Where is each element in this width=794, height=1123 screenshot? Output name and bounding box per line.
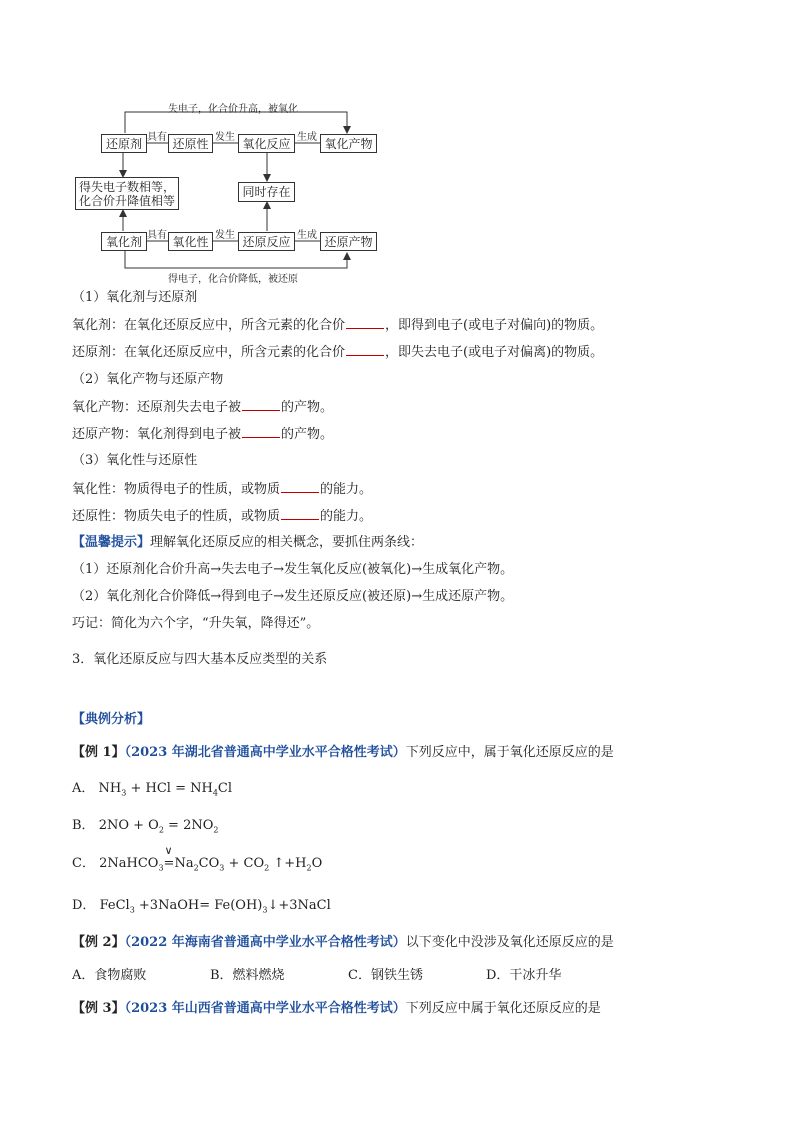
section2-title: （2）氧化产物与还原产物 [72,372,224,387]
example-2-number: 【例 2】 [72,935,125,950]
top-conn-label-3: 生成 [297,132,317,143]
box-oxidation-product: 氧化产物 [320,134,377,153]
bottom-conn-label-1: 具有 [147,230,167,241]
top-path-label: 失电子，化合价升高，被氧化 [168,104,298,115]
example-1-option-b[interactable]: B． $2NO + O_2 = 2NO_2$ [72,818,219,835]
tip-line-2: （2）氧化剂化合价降低→得到电子→发生还原反应(被还原)→生成还原产物。 [72,589,514,604]
section1-title: （1）氧化剂与还原剂 [72,290,198,305]
section2-reduction-product-def: 还原产物：氧化剂得到电子被 的产物。 [72,427,334,442]
example-2-options [72,968,561,984]
fill-blank[interactable] [242,399,280,411]
example-1-number: 【例 1】 [72,745,125,760]
section3-oxidizability-def: 氧化性：物质得电子的性质，或物质 的能力。 [72,482,373,497]
example-1-option-d[interactable]: D． FeCl$_3$ +3NaOH= $Fe(OH)_3↓+3NaCl$ [72,898,331,915]
bottom-conn-label-3: 生成 [297,230,317,241]
electron-balance-line1: 得失电子数相等， [78,179,175,194]
box-reduction-product: 还原产物 [320,232,377,251]
fill-blank[interactable] [346,317,384,329]
example-1-question: 【例 1】（2023 年湖北省普通高中学业水平合格性考试）下列反应中，属于氧化还原反应的是 [72,745,614,760]
tip-label: 【温馨提示】 [72,535,151,550]
box-coexist: 同时存在 [238,182,295,202]
top-conn-label-2: 发生 [215,132,235,143]
box-oxidation-reaction: 氧化反应 [238,134,295,153]
bottom-electron-gain-path [125,251,347,268]
example-1-source: （2023 年湖北省普通高中学业水平合格性考试） [124,745,406,760]
tip-line-1: （1）还原剂化合价升高→失去电子→发生氧化反应(被氧化)→生成氧化产物。 [72,562,514,577]
example-1-option-a[interactable]: A． $NH_3$ + HCl = $NH_4Cl$ [72,781,233,798]
example-2-option-d[interactable]: D．干冰升华 [486,968,562,983]
analysis-title: 【典例分析】 [72,712,151,727]
example-2-option-c[interactable]: C．钢铁生锈 [348,968,423,983]
section2-oxidation-product-def: 氧化产物：还原剂失去电子被 的产物。 [72,400,334,415]
section3-title: （3）氧化性与还原性 [72,453,198,468]
example-3-question: 【例 3】（2023 年山西省普通高中学业水平合格性考试）下列反应中属于氧化还原反应的是 [72,1001,601,1016]
top-conn-label-1: 具有 [147,132,167,143]
box-oxidizability: 氧化性 [168,232,213,251]
fill-blank[interactable] [281,481,319,493]
fill-blank[interactable] [281,508,319,520]
example-3-source: （2023 年山西省普通高中学业水平合格性考试） [124,1001,406,1016]
section3-reducibility-def: 还原性：物质失电子的性质，或物质 的能力。 [72,509,373,524]
fill-blank[interactable] [346,344,384,356]
heading-section-3: 3．氧化还原反应与四大基本反应类型的关系 [72,652,328,667]
fill-blank[interactable] [242,426,280,438]
example-3-number: 【例 3】 [72,1001,125,1016]
example-2-option-b[interactable]: B．燃料燃烧 [210,968,285,983]
electron-balance-line2: 化合价升降值相等 [78,193,175,208]
tip-intro: 【温馨提示】理解氧化还原反应的相关概念，要抓住两条线： [72,535,424,550]
section1-oxidant-def: 氧化剂：在氧化还原反应中，所含元素的化合价 ，即得到电子(或电子对偏向)的物质。 [72,318,604,333]
example-2-option-a[interactable]: A．食物腐败 [72,968,147,983]
box-electron-balance [75,177,179,210]
box-reductant: 还原剂 [101,134,147,153]
box-reducibility: 还原性 [168,134,213,153]
example-2-source: （2022 年海南省普通高中学业水平合格性考试） [124,935,406,950]
tip-line-3: 巧记：简化为六个字，“升失氧，降得还”。 [72,616,320,631]
box-reduction-reaction: 还原反应 [238,232,295,251]
bottom-path-label: 得电子，化合价降低，被还原 [168,274,298,285]
section1-reductant-def: 还原剂：在氧化还原反应中，所含元素的化合价 ，即失去电子(或电子对偏离)的物质。 [72,345,604,360]
example-2-question: 【例 2】（2022 年海南省普通高中学业水平合格性考试）以下变化中没涉及氧化还原反应的是 [72,935,614,950]
box-oxidant: 氧化剂 [101,232,147,251]
example-1-option-c[interactable]: C． 2NaHCO$_3$ ∨ $=Na_2CO_3 + CO_2$ $↑+H_2O$ [72,844,323,873]
bottom-conn-label-2: 发生 [215,230,235,241]
